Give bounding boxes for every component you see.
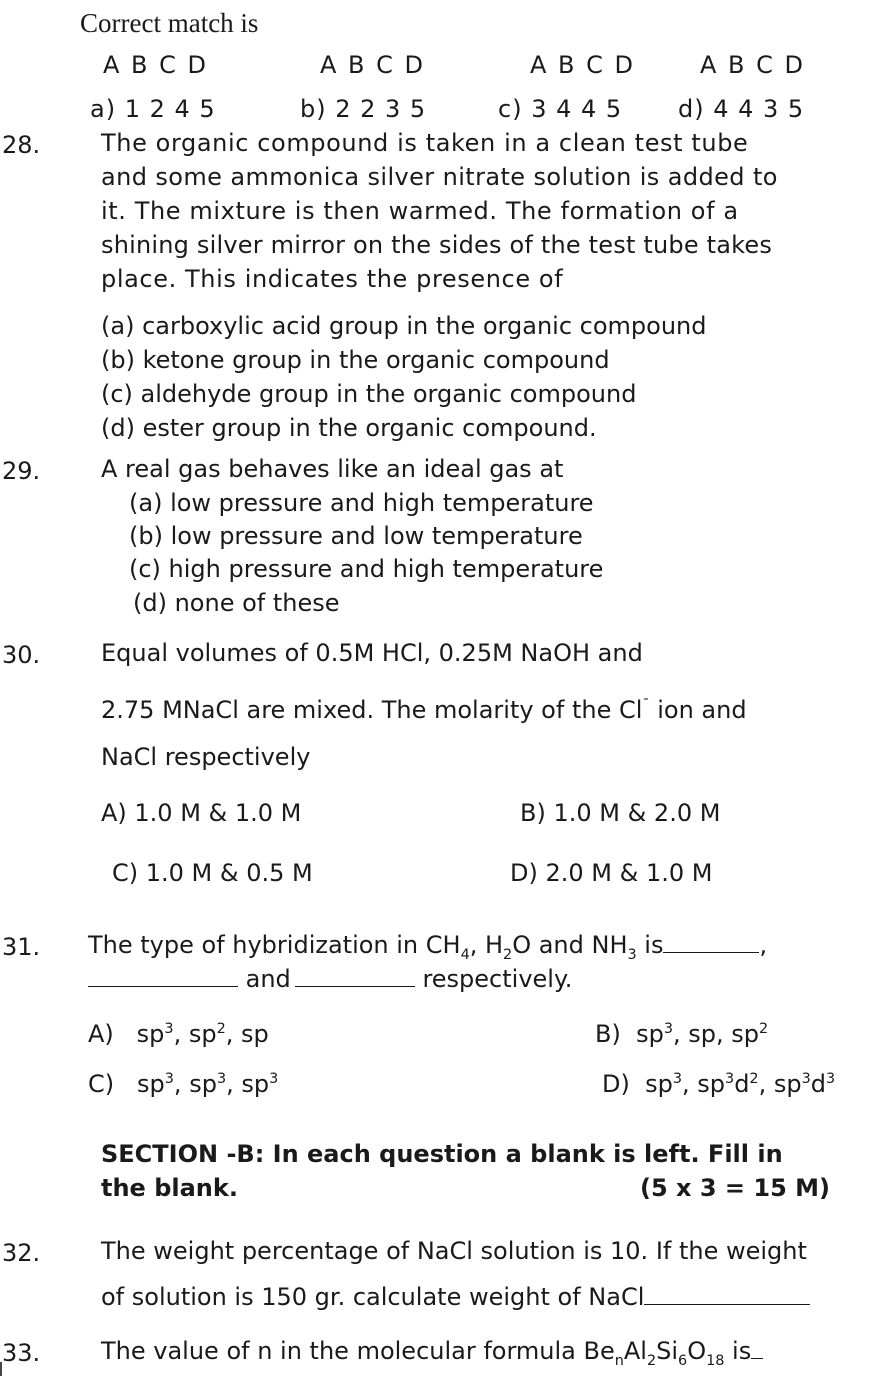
q32-line-2: of solution is 150 gr. calculate weight of NaCl [101, 1280, 810, 1314]
correct-match-label: Correct match is [80, 8, 259, 38]
q31-blank-3[interactable] [295, 985, 415, 987]
q31-option-c: C) $sp^3$, $sp^3$, $sp^3$ [88, 1070, 279, 1098]
match-option-a: a) 1 2 4 5 [90, 95, 216, 123]
q31-option-d: D) $sp^3$, $sp^3d^2$, $sp^3d^3$ [602, 1070, 836, 1098]
question-number-33: 33. [2, 1339, 41, 1367]
q31-blank-2[interactable] [88, 985, 238, 987]
abcd-label-2: A B C D [320, 51, 426, 79]
abcd-label-1: A B C D [103, 51, 209, 79]
q28-option-b: (b) ketone group in the organic compound [101, 346, 610, 374]
q31-option-b: B) $sp^3$, sp, $sp^2$ [595, 1020, 769, 1048]
section-b-heading: SECTION -B: In each question a blank is left. Fill in [101, 1140, 783, 1168]
q31-option-a: A) $sp^3$, $sp^2$, sp [88, 1020, 269, 1048]
q30-option-b: B) 1.0 M & 2.0 M [520, 799, 721, 827]
q33-blank[interactable] [751, 1357, 763, 1359]
q29-option-a: (a) low pressure and high temperature [129, 489, 594, 517]
q28-option-c: (c) aldehyde group in the organic compound [101, 380, 637, 408]
section-b-marks: (5 x 3 = 15 M) [640, 1174, 830, 1202]
q28-line-1: The organic compound is taken in a clean test tube [101, 129, 749, 157]
q28-line-2: and some ammonica silver nitrate solution is added to [101, 163, 778, 191]
q31-stem: The type of hybridization in $CH_4$, $H_2O$ and $NH_3$ is , [88, 931, 768, 963]
q28-option-a: (a) carboxylic acid group in the organic compound [101, 312, 707, 340]
q30-option-c: C) 1.0 M & 0.5 M [112, 859, 313, 887]
q30-option-a: A) 1.0 M & 1.0 M [101, 799, 302, 827]
question-number-32: 32. [2, 1239, 41, 1267]
match-option-c: c) 3 4 4 5 [498, 95, 623, 123]
q29-stem: A real gas behaves like an ideal gas at [101, 455, 564, 483]
q28-line-5: place. This indicates the presence of [101, 265, 564, 293]
section-b-heading-2: the blank. [101, 1174, 238, 1202]
abcd-label-3: A B C D [530, 51, 636, 79]
question-number-28: 28. [2, 131, 41, 159]
q30-line-3: NaCl respectively [101, 743, 311, 771]
q32-blank[interactable] [644, 1303, 810, 1305]
q29-option-b: (b) low pressure and low temperature [129, 522, 583, 550]
question-number-30: 30. [2, 641, 41, 669]
match-option-d: d) 4 4 3 5 [678, 95, 805, 123]
q28-option-d: (d) ester group in the organic compound. [101, 414, 597, 442]
q30-line-2 [101, 688, 747, 727]
q30-option-d: D) 2.0 M & 1.0 M [510, 859, 713, 887]
q30-line-2-a: 2.75 MNaCl are mixed. The molarity of the Cl [101, 696, 643, 724]
q31-line-2: and respectively. [88, 962, 572, 996]
page-edge-mark [0, 1362, 6, 1376]
question-number-29: 29. [2, 457, 41, 485]
q30-line-2-b: ion and [649, 696, 747, 724]
q30-chloride-charge: ¯ [642, 697, 650, 713]
q28-line-3: it. The mixture is then warmed. The formation of a [101, 197, 739, 225]
q32-line-1: The weight percentage of NaCl solution is 10. If the weight [101, 1237, 807, 1265]
q28-line-4: shining silver mirror on the sides of the test tube takes [101, 231, 773, 259]
q29-option-d: (d) none of these [133, 589, 340, 617]
abcd-label-4: A B C D [700, 51, 806, 79]
q31-blank-1[interactable] [663, 951, 759, 953]
match-option-b: b) 2 2 3 5 [300, 95, 427, 123]
q33-stem: The value of n in the molecular formula $Be_nAl_2Si_6O_{18}$ is [101, 1334, 763, 1378]
question-number-31: 31. [2, 933, 41, 961]
q29-option-c: (c) high pressure and high temperature [129, 555, 604, 583]
q30-line-1: Equal volumes of 0.5M HCl, 0.25M NaOH and [101, 639, 643, 667]
